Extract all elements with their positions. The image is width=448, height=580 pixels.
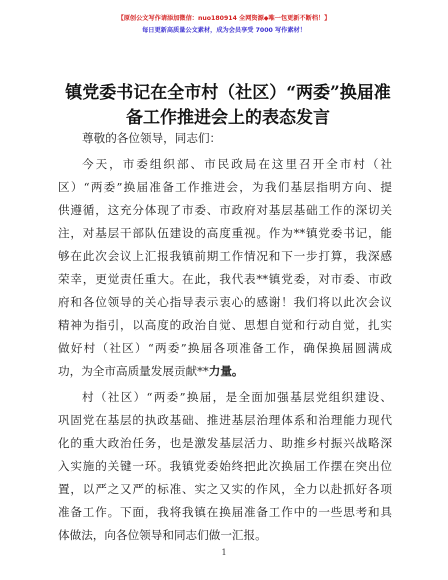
body-line: 今天，市委组织部、市民政局在这里召开全市村（社 <box>82 157 392 171</box>
body-line: 注，对基层干部队伍建设的高度重视。作为**镇党委书记，能 <box>58 226 392 240</box>
body-line: 准备工作。下面，我将我镇在换届准备工作中的一些思考和具 <box>58 505 392 519</box>
promo-banner-line-2: 每日更新高质量公文素材，成为会员享受 7000 写作素材！ <box>142 27 306 34</box>
promo-banner-line-1: 【原创公文写作请添加微信：nuo180914 全网资源◆唯一包更新不断档！】 <box>117 15 331 22</box>
salutation: 尊敬的各位领导，同志们： <box>82 131 222 145</box>
bold-emphasis: 力量。 <box>208 364 244 378</box>
body-text: 功，为全市高质量发展贡献** <box>58 364 209 378</box>
body-line: 区）“两委”换届准备工作推进会，为我们基层指明方向、提 <box>58 180 392 194</box>
body-line: 巩固党在基层的执政基础、推进基层治理体系和治理能力现代 <box>58 413 392 427</box>
body-line: 体做法，向各位领导和同志们做一汇报。 <box>58 528 267 542</box>
body-line: 入实施的关键一环。我镇党委始终把此次换届工作摆在突出位 <box>58 459 392 473</box>
body-line: 够在此次会议上汇报我镇前期工作情况和下一步打算，我深感 <box>58 249 392 263</box>
body-line: 做好村（社区）“两委”换届各项准备工作，确保换届圆满成 <box>58 341 392 355</box>
body-line: 供遵循，这充分体现了市委、市政府对基层基础工作的深切关 <box>58 203 392 217</box>
document-title-line-1: 镇党委书记在全市村（社区）“两委”换届准 <box>65 83 391 103</box>
body-line: 府和各位领导的关心指导表示衷心的感谢！我们将以此次会议 <box>58 295 392 309</box>
page-number: 1 <box>221 548 227 557</box>
document-title-line-2: 备工作推进会上的表态发言 <box>126 108 330 128</box>
body-line-last <box>58 363 244 379</box>
body-line: 荣幸，更觉责任重大。在此，我代表**镇党委，对市委、市政 <box>58 272 392 286</box>
body-line: 精神为指引，以高度的政治自觉、思想自觉和行动自觉，扎实 <box>58 318 392 332</box>
body-line: 化的重大政治任务，也是激发基层活力、助推乡村振兴战略深 <box>58 436 392 450</box>
body-line: 置，以严之又严的标准、实之又实的作风，全力以赴抓好各项 <box>58 482 392 496</box>
body-line: 村（社区）“两委”换届，是全面加强基层党组织建设、 <box>82 390 392 404</box>
